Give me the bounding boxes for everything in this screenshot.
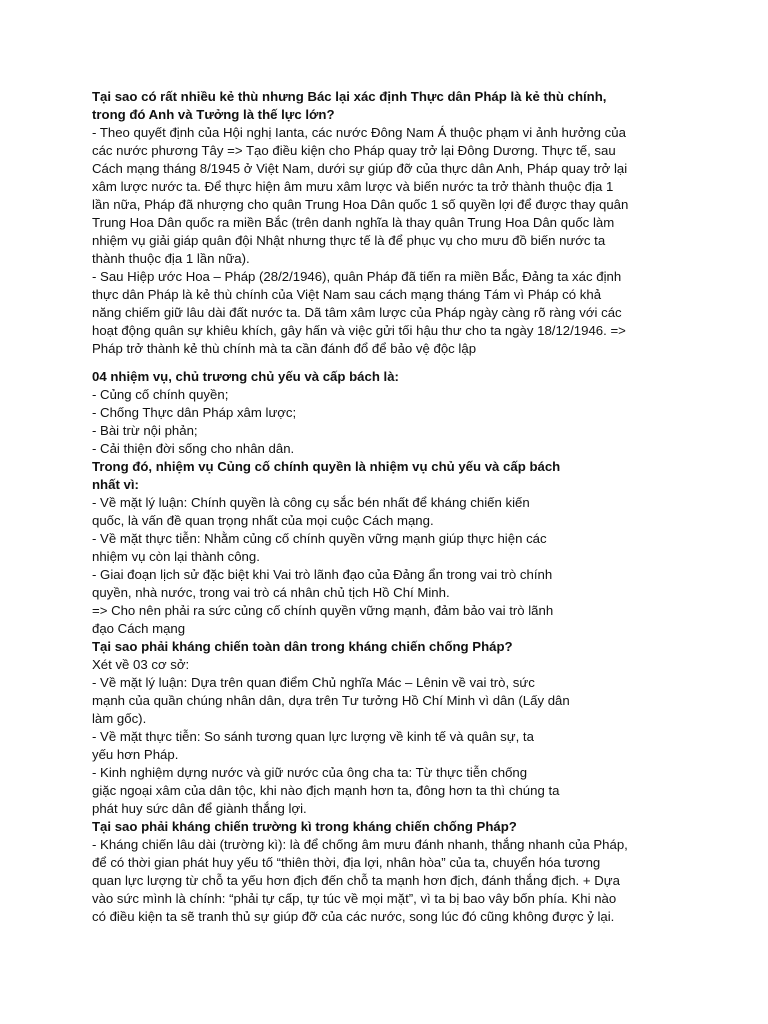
- text-line: thành thuộc địa 1 lần nữa).: [92, 251, 250, 266]
- text-line: quốc, là vấn đề quan trọng nhất của mọi cuộc Cách mạng.: [92, 513, 434, 528]
- text-line: - Giai đoạn lịch sử đặc biệt khi Vai trò lãnh đạo của Đảng ẩn trong vai trò chính: [92, 567, 553, 582]
- text-line: nhiệm vụ giải giáp quân đội Nhật nhưng thực tế là để phục vụ cho mưu đồ biến nước ta: [92, 233, 606, 248]
- text-line: có điều kiện ta sẽ tranh thủ sự giúp đỡ của các nước, song lúc đó cũng không được ỷ lại.: [92, 909, 615, 924]
- text-line: - Theo quyết định của Hội nghị Ianta, các nước Đông Nam Á thuộc phạm vi ảnh hưởng của: [92, 125, 626, 140]
- text-line: phát huy sức dân để giành thắng lợi.: [92, 801, 307, 816]
- heading-line: nhất vì:: [92, 477, 139, 492]
- text-line: - Về mặt lý luận: Dựa trên quan điểm Chủ nghĩa Mác – Lênin về vai trò, sức: [92, 675, 535, 690]
- text-line: - Cải thiện đời sống cho nhân dân.: [92, 441, 295, 456]
- heading-line: trong đó Anh và Tưởng là thế lực lớn?: [92, 107, 335, 122]
- text-line: để có thời gian phát huy yếu tố “thiên thời, địa lợi, nhân hòa” của ta, chuyển hóa tương: [92, 855, 601, 870]
- text-line: yếu hơn Pháp.: [92, 747, 179, 762]
- text-line: - Kháng chiến lâu dài (trường kì): là để chống âm mưu đánh nhanh, thắng nhanh của Pháp,: [92, 837, 628, 852]
- heading-line: Tại sao phải kháng chiến toàn dân trong kháng chiến chống Pháp?: [92, 639, 513, 654]
- text-line: lần nữa, Pháp đã nhượng cho quân Trung Hoa Dân quốc 1 số quyền lợi để được thay quân: [92, 197, 629, 212]
- text-line: vào sức mình là chính: “phải tự cấp, tự túc về mọi mặt”, vì ta bị bao vây bốn phía. Khi nào: [92, 891, 617, 906]
- text-line: giặc ngoại xâm của dân tộc, khi nào địch mạnh hơn ta, đông hơn ta thì chúng ta: [92, 783, 560, 798]
- text-line: - Về mặt thực tiễn: So sánh tương quan lực lượng về kinh tế và quân sự, ta: [92, 729, 534, 744]
- text-line: quyền, nhà nước, trong vai trò cá nhân chủ tịch Hồ Chí Minh.: [92, 585, 450, 600]
- text-line: - Sau Hiệp ước Hoa – Pháp (28/2/1946), quân Pháp đã tiến ra miền Bắc, Đảng ta xác định: [92, 269, 622, 284]
- text-line: thực dân Pháp là kẻ thù chính của Việt Nam sau cách mạng tháng Tám vì Pháp có khả: [92, 287, 602, 302]
- heading-line: Tại sao phải kháng chiến trường kì trong kháng chiến chống Pháp?: [92, 819, 517, 834]
- text-line: Pháp trở thành kẻ thù chính mà ta cần đánh đổ để bảo vệ độc lập: [92, 341, 477, 356]
- text-line: => Cho nên phải ra sức củng cố chính quyền vững mạnh, đảm bảo vai trò lãnh: [92, 603, 554, 618]
- section-enemy-question: [92, 88, 682, 358]
- text-line: Trung Hoa Dân quốc ra miền Bắc (trên danh nghĩa là thay quân Trung Hoa Dân quốc làm: [92, 215, 615, 230]
- text-line: - Bài trừ nội phản;: [92, 423, 198, 438]
- text-line: - Kinh nghiệm dựng nước và giữ nước của ông cha ta: Từ thực tiễn chống: [92, 765, 528, 780]
- text-line: - Về mặt thực tiễn: Nhằm củng cố chính quyền vững mạnh giúp thực hiện các: [92, 531, 547, 546]
- text-line: mạnh của quần chúng nhân dân, dựa trên Tư tưởng Hồ Chí Minh vì dân (Lấy dân: [92, 693, 570, 708]
- text-line: nhiệm vụ còn lại thành công.: [92, 549, 260, 564]
- section-tasks-and-resistance: [92, 368, 682, 926]
- text-line: Xét về 03 cơ sở:: [92, 657, 190, 672]
- heading-line: Trong đó, nhiệm vụ Củng cố chính quyền là nhiệm vụ chủ yếu và cấp bách: [92, 459, 561, 474]
- text-line: xâm lược nước ta. Để thực hiện âm mưu xâm lược và biến nước ta trở thành thuộc địa 1: [92, 179, 614, 194]
- heading-line: 04 nhiệm vụ, chủ trương chủ yếu và cấp bách là:: [92, 369, 399, 384]
- text-line: - Về mặt lý luận: Chính quyền là công cụ sắc bén nhất để kháng chiến kiến: [92, 495, 530, 510]
- text-line: - Củng cố chính quyền;: [92, 387, 229, 402]
- text-line: - Chống Thực dân Pháp xâm lược;: [92, 405, 297, 420]
- text-line: quan lực lượng từ chỗ ta yếu hơn địch đến chỗ ta mạnh hơn địch, đánh thắng địch. + Dựa: [92, 873, 620, 888]
- text-line: các nước phương Tây => Tạo điều kiện cho Pháp quay trở lại Đông Dương. Thực tế, sau: [92, 143, 616, 158]
- text-line: đạo Cách mạng: [92, 621, 186, 636]
- text-line: Cách mạng tháng 8/1945 ở Việt Nam, dưới sự giúp đỡ của thực dân Anh, Pháp quay trở lại: [92, 161, 628, 176]
- heading-line: Tại sao có rất nhiều kẻ thù nhưng Bác lại xác định Thực dân Pháp là kẻ thù chính,: [92, 89, 607, 104]
- text-line: làm gốc).: [92, 711, 147, 726]
- text-line: hoạt động quân sự khiêu khích, gây hấn và việc gửi tối hậu thư cho ta ngày 18/12/1946. =>: [92, 323, 626, 338]
- text-line: năng chiếm giữ lâu dài đất nước ta. Dã tâm xâm lược của Pháp ngày càng rõ ràng với các: [92, 305, 622, 320]
